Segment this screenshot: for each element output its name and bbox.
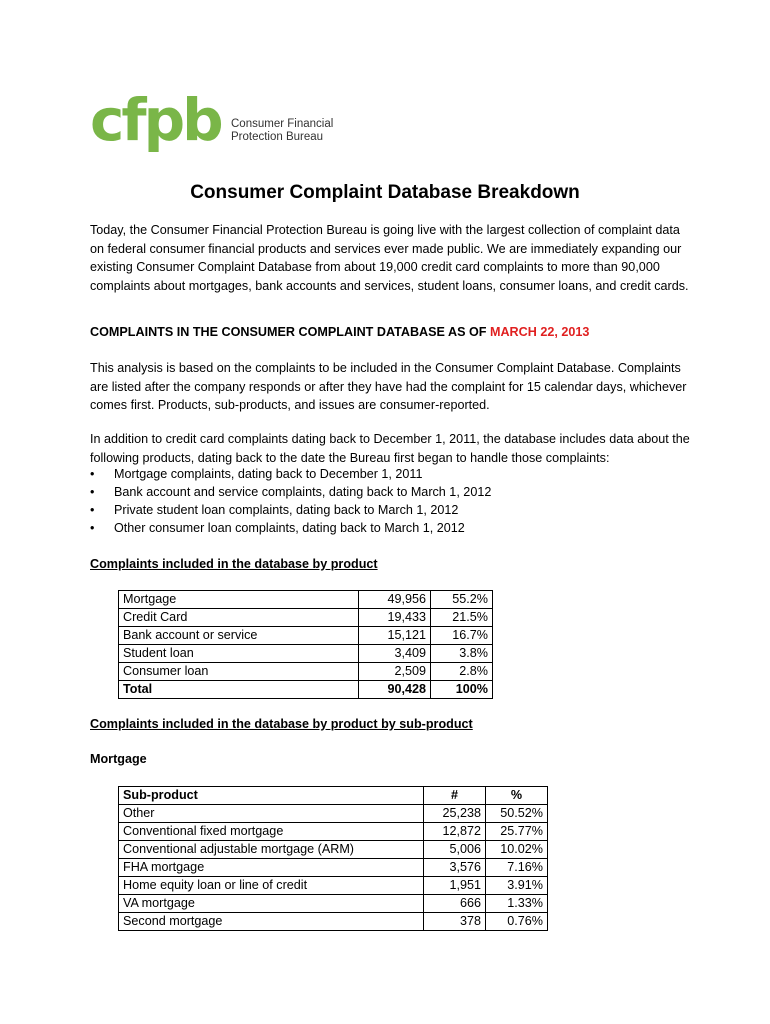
column-header: # xyxy=(424,787,486,805)
subproduct-count: 3,576 xyxy=(424,859,486,877)
mortgage-subproduct-table xyxy=(118,786,548,931)
table-row xyxy=(119,859,548,877)
by-product-heading: Complaints included in the database by product xyxy=(90,557,378,571)
mortgage-section-heading: Mortgage xyxy=(90,752,147,766)
addition-paragraph: In addition to credit card complaints dating back to December 1, 2011, the database includes data about the following products, dating back to the date the Bureau first began to handle those complaints: xyxy=(90,432,690,465)
column-header: Sub-product xyxy=(119,787,424,805)
table-row xyxy=(119,663,493,681)
intro-paragraph: Today, the Consumer Financial Protection Bureau is going live with the largest collection of complaint data on federal consumer financial products and services ever made public. We are immediately expanding our existing Consumer Complaint Database from about 19,000 credit card complaints to more than 90,000 complaints about mortgages, bank accounts and services, student loans, consumer loans, and credit cards. xyxy=(90,223,689,293)
table-row xyxy=(119,913,548,931)
subproduct-pct: 1.33% xyxy=(486,895,548,913)
subproduct-pct: 10.02% xyxy=(486,841,548,859)
bullet-item: • Bank account and service complaints, dating back to March 1, 2012 xyxy=(90,483,491,501)
logo-line-2: Protection Bureau xyxy=(231,131,324,143)
by-product-table xyxy=(118,590,493,699)
subproduct-count: 12,872 xyxy=(424,823,486,841)
table-row xyxy=(119,877,548,895)
product-count: 49,956 xyxy=(359,591,431,609)
column-header: % xyxy=(486,787,548,805)
product-pct: 16.7% xyxy=(431,627,493,645)
by-subproduct-heading: Complaints included in the database by product by sub-product xyxy=(90,717,473,731)
product-pct: 55.2% xyxy=(431,591,493,609)
table-row xyxy=(119,627,493,645)
subproduct-count: 666 xyxy=(424,895,486,913)
product-count: 90,428 xyxy=(359,681,431,699)
table-row xyxy=(119,609,493,627)
product-pct: 100% xyxy=(431,681,493,699)
complaints-heading xyxy=(90,325,589,339)
product-label: Bank account or service xyxy=(119,627,359,645)
table-header-row xyxy=(119,787,548,805)
subproduct-label: Conventional fixed mortgage xyxy=(119,823,424,841)
total-row xyxy=(119,681,493,699)
table-row xyxy=(119,841,548,859)
product-label: Mortgage xyxy=(119,591,359,609)
table-row xyxy=(119,591,493,609)
product-pct: 21.5% xyxy=(431,609,493,627)
subproduct-count: 5,006 xyxy=(424,841,486,859)
subproduct-pct: 7.16% xyxy=(486,859,548,877)
subproduct-pct: 3.91% xyxy=(486,877,548,895)
svg-text:cfpb: cfpb xyxy=(90,92,221,154)
table-row xyxy=(119,823,548,841)
subproduct-pct: 0.76% xyxy=(486,913,548,931)
complaints-heading-text: COMPLAINTS IN THE CONSUMER COMPLAINT DATABASE AS OF xyxy=(90,325,490,339)
product-label: Total xyxy=(119,681,359,699)
product-bullet-list xyxy=(90,465,491,537)
logo-wordmark xyxy=(231,118,333,144)
page-title: Consumer Complaint Database Breakdown xyxy=(190,182,580,203)
subproduct-label: VA mortgage xyxy=(119,895,424,913)
product-label: Credit Card xyxy=(119,609,359,627)
product-pct: 3.8% xyxy=(431,645,493,663)
product-label: Consumer loan xyxy=(119,663,359,681)
bullet-item: • Mortgage complaints, dating back to December 1, 2011 xyxy=(90,465,491,483)
product-pct: 2.8% xyxy=(431,663,493,681)
subproduct-label: FHA mortgage xyxy=(119,859,424,877)
product-count: 15,121 xyxy=(359,627,431,645)
subproduct-count: 1,951 xyxy=(424,877,486,895)
product-count: 2,509 xyxy=(359,663,431,681)
subproduct-count: 25,238 xyxy=(424,805,486,823)
complaints-heading-date: MARCH 22, 2013 xyxy=(489,325,590,339)
subproduct-label: Other xyxy=(119,805,424,823)
subproduct-count: 378 xyxy=(424,913,486,931)
subproduct-label: Second mortgage xyxy=(119,913,424,931)
product-count: 3,409 xyxy=(359,645,431,663)
product-count: 19,433 xyxy=(359,609,431,627)
subproduct-label: Conventional adjustable mortgage (ARM) xyxy=(119,841,424,859)
subproduct-pct: 50.52% xyxy=(486,805,548,823)
subproduct-label: Home equity loan or line of credit xyxy=(119,877,424,895)
table-row xyxy=(119,645,493,663)
analysis-paragraph: This analysis is based on the complaints to be included in the Consumer Complaint Database. Complaints are listed after the company responds or after they have had the complaint for 15 calendar days, whichever comes first. Products, sub-products, and issues are consumer-reported. xyxy=(90,361,687,412)
bullet-item: • Private student loan complaints, dating back to March 1, 2012 xyxy=(90,501,491,519)
subproduct-pct: 25.77% xyxy=(486,823,548,841)
logo-line-1: Consumer Financial xyxy=(231,118,334,130)
product-label: Student loan xyxy=(119,645,359,663)
bullet-item: • Other consumer loan complaints, dating back to March 1, 2012 xyxy=(90,519,491,537)
table-row xyxy=(119,805,548,823)
table-row xyxy=(119,895,548,913)
